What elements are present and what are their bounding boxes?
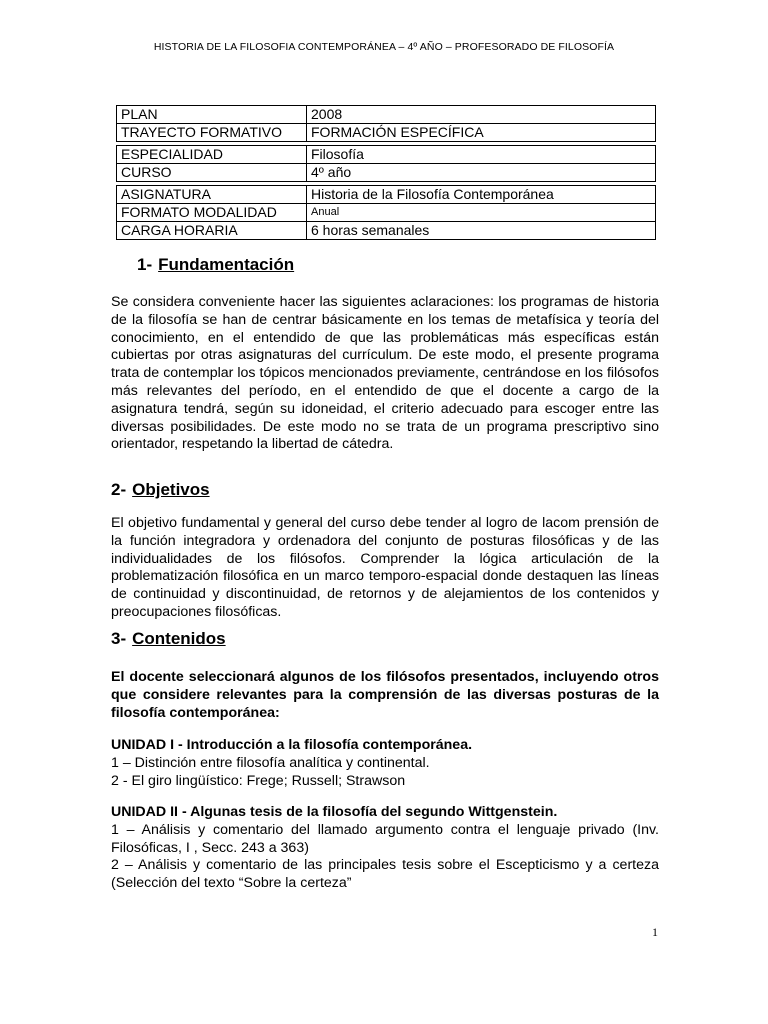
contenidos-intro: El docente seleccionará algunos de los filósofos presentados, incluyendo otros que considere relevantes para la comprensión de las diversas posturas de la filosofía contemporánea: <box>111 669 659 721</box>
section-title: Fundamentación <box>158 255 295 274</box>
unit-item: 1 – Análisis y comentario del llamado argumento contra el lenguaje privado (Inv. Filosóficas, I , Secc. 243 a 363) <box>111 821 659 856</box>
page-header: HISTORIA DE LA FILOSOFIA CONTEMPORÁNEA – 4º AÑO – PROFESORADO DE FILOSOFÍA <box>153 41 615 53</box>
info-key: ASIGNATURA <box>117 186 307 203</box>
info-value: Historia de la Filosofía Contemporánea <box>311 186 554 202</box>
info-row-plan <box>117 106 655 123</box>
info-group <box>116 105 656 142</box>
unit-1-block <box>111 737 659 790</box>
info-group <box>116 145 656 182</box>
info-value: 4º año <box>311 164 352 180</box>
unit-item: 2 - El giro lingüístico: Frege; Russell; Strawson <box>111 772 406 789</box>
info-value: 6 horas semanales <box>311 222 430 238</box>
info-key: CARGA HORARIA <box>117 222 307 239</box>
info-row-especialidad <box>117 146 655 163</box>
section-title: Objetivos <box>132 480 210 499</box>
section-heading-contenidos <box>111 629 226 649</box>
info-group <box>116 185 656 240</box>
info-value: Filosofía <box>311 146 364 162</box>
info-row-asignatura <box>117 186 655 203</box>
info-value: Anual <box>311 206 340 218</box>
info-key: FORMATO MODALIDAD <box>117 204 307 221</box>
info-value: FORMACIÓN ESPECÍFICA <box>311 124 484 140</box>
unit-2-block <box>111 804 659 893</box>
unit-item: 1 – Distinción entre filosofía analítica y continental. <box>111 754 430 771</box>
section-heading-objetivos <box>111 480 210 500</box>
section-title: Contenidos <box>132 629 226 648</box>
section-heading-fundamentacion <box>137 255 294 275</box>
section-number: 2- <box>111 480 127 499</box>
info-value: 2008 <box>311 106 343 122</box>
page-number: 1 <box>652 925 658 939</box>
unit-item: 2 – Análisis y comentario de las principales tesis sobre el Escepticismo y a certeza (Selección del texto “Sobre la certeza” <box>111 857 659 892</box>
info-key: TRAYECTO FORMATIVO <box>117 124 307 141</box>
section-number: 3- <box>111 629 127 648</box>
objetivos-paragraph: El objetivo fundamental y general del curso debe tender al logro de lacom prensión de la función integradora y ordenadora del conjunto de posturas filosóficas y de las individualidades de los filósofos. Comprender la lógica articulación de la problematización filosófica en un marco temporo-espacial donde destaquen las líneas de continuidad y discontinuidad, de retornos y de alejamientos de los contenidos y preocupaciones filosóficas. <box>111 515 659 620</box>
info-row-trayecto <box>117 123 655 141</box>
info-row-curso <box>117 163 655 181</box>
unit-title: UNIDAD II - Algunas tesis de la filosofía del segundo Wittgenstein. <box>111 804 558 820</box>
info-row-formato <box>117 203 655 221</box>
course-info-table <box>116 105 656 243</box>
info-key: ESPECIALIDAD <box>117 146 307 163</box>
info-key: PLAN <box>117 106 307 123</box>
section-number: 1- <box>137 255 153 274</box>
fundamentacion-paragraph: Se considera conveniente hacer las siguientes aclaraciones: los programas de historia de la filosofía se han de centrar básicamente en los temas de metafísica y teoría del conocimiento, en el entendido de que las problemáticas más específicas están cubiertas por otras asignaturas del currículum. De este modo, el presente programa trata de contemplar los tópicos mencionados previamente, centrándose en los filósofos más relevantes del período, en el entendido de que el docente a cargo de la asignatura tendrá, según su idoneidad, el criterio adecuado para escoger entre las diversas posibilidades. De este modo no se trata de un programa prescriptivo sino orientador, respetando la libertad de cátedra. <box>111 294 659 453</box>
info-row-carga <box>117 221 655 239</box>
unit-title: UNIDAD I - Introducción a la filosofía contemporánea. <box>111 737 473 753</box>
info-key: CURSO <box>117 164 307 181</box>
